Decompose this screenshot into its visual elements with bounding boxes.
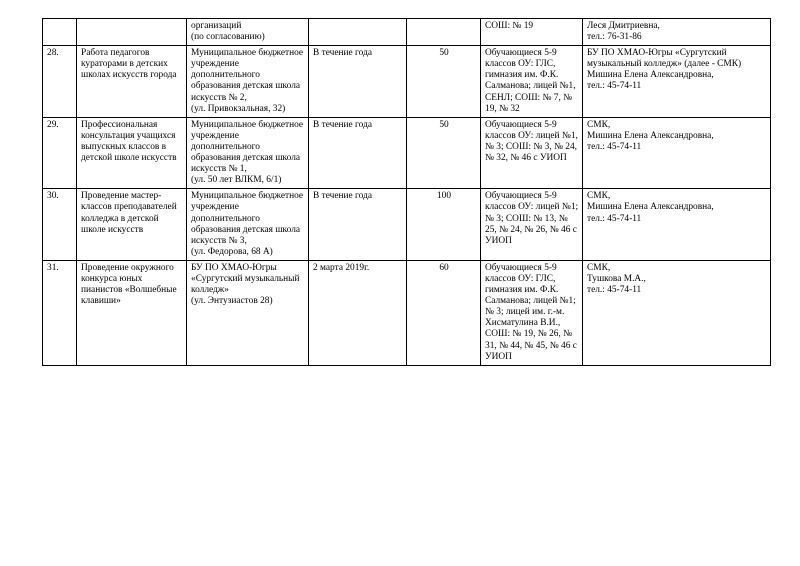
cell-line: Мишина Елена Александровна, xyxy=(587,70,714,81)
cell-count: 50 xyxy=(407,46,481,118)
table-row xyxy=(43,260,771,365)
cell-line: Муниципальное бюджетное учреждение дополнительного образования детская школа искусств № 1, xyxy=(191,119,304,175)
cell-line: тел.: 45-74-11 xyxy=(587,285,642,296)
cell-participants: Обучающиеся 5-9 классов ОУ: ГЛС, гимназия им. Ф.К. Салманова; лицей №1; № 3; лицей им. г.-м. Хисматулина В.И., СОШ: № 19, № 26, № 31, № 44, № 45, № 46 с УИОП xyxy=(481,260,583,365)
cell-num: 31. xyxy=(43,260,77,365)
schedule-table xyxy=(42,18,771,366)
cell-num: 30. xyxy=(43,189,77,261)
cell-date: В течение года xyxy=(309,46,407,118)
cell-responsible xyxy=(583,19,771,46)
cell-line: СМК, xyxy=(587,119,611,130)
cell-line: Леся Дмитриевна, xyxy=(587,21,660,31)
cell-name: Проведение мастер-классов преподавателей колледжа в детской школе искусств xyxy=(77,189,187,261)
cell-participants: Обучающиеся 5-9 классов ОУ: ГЛС, гимназия им. Ф.К. Салманова; лицей №1, СЕНЛ; СОШ: № 7, № 19, № 32 xyxy=(481,46,583,118)
cell-participants: Обучающиеся 5-9 классов ОУ: лицей №1; № 3; СОШ: № 13, № 25, № 24, № 26, № 46 с УИОП xyxy=(481,189,583,261)
cell-line: тел.: 45-74-11 xyxy=(587,141,642,152)
cell-num xyxy=(43,19,77,46)
cell-date: В течение года xyxy=(309,117,407,189)
cell-num: 28. xyxy=(43,46,77,118)
cell-name: Профессиональная консультация учащихся выпускных классов в детской школе искусств xyxy=(77,117,187,189)
cell-line: БУ ПО ХМАО-Югры «Сургутский музыкальный колледж» (далее - СМК) xyxy=(587,48,742,70)
cell-name: Проведение окружного конкурса юных пианистов «Волшебные клавиши» xyxy=(77,260,187,365)
cell-responsible xyxy=(583,117,771,189)
cell-count: 100 xyxy=(407,189,481,261)
cell-line: (по согласованию) xyxy=(191,32,265,43)
cell-participants: Обучающиеся 5-9 классов ОУ: лицей №1, № 3; СОШ: № 3, № 24, № 32, № 46 с УИОП xyxy=(481,117,583,189)
cell-count: 50 xyxy=(407,117,481,189)
cell-responsible xyxy=(583,46,771,118)
cell-count xyxy=(407,19,481,46)
cell-line: Муниципальное бюджетное учреждение дополнительного образования детская школа искусств № 3, xyxy=(191,191,304,246)
cell-line: Муниципальное бюджетное учреждение дополнительного образования детская школа искусств № 2, xyxy=(191,48,304,103)
cell-date: 2 марта 2019г. xyxy=(309,260,407,365)
table-row xyxy=(43,19,771,46)
cell-participants: СОШ: № 19 xyxy=(481,19,583,46)
cell-num: 29. xyxy=(43,117,77,189)
cell-line: Мишина Елена Александровна, xyxy=(587,130,714,141)
cell-line: Тушкова М.А., xyxy=(587,273,646,284)
cell-line: СМК, xyxy=(587,191,611,202)
cell-organization xyxy=(187,260,309,365)
cell-name xyxy=(77,19,187,46)
cell-line: тел.: 45-74-11 xyxy=(587,81,642,92)
cell-line: (ул. 50 лет ВЛКМ, 6/1) xyxy=(191,175,282,186)
cell-line: (ул. Привокзальная, 32) xyxy=(191,103,286,114)
cell-organization xyxy=(187,117,309,189)
cell-line: Мишина Елена Александровна, xyxy=(587,202,714,213)
cell-line: тел.: 45-74-11 xyxy=(587,213,642,224)
table-row xyxy=(43,117,771,189)
cell-line: СМК, xyxy=(587,262,611,273)
cell-date xyxy=(309,19,407,46)
cell-organization xyxy=(187,189,309,261)
cell-name: Работа педагогов кураторами в детских школах искусств города xyxy=(77,46,187,118)
cell-date: В течение года xyxy=(309,189,407,261)
table-row xyxy=(43,46,771,118)
cell-organization xyxy=(187,19,309,46)
cell-count: 60 xyxy=(407,260,481,365)
cell-line: (ул. Федорова, 68 А) xyxy=(191,246,273,257)
cell-responsible xyxy=(583,260,771,365)
table-body xyxy=(43,19,771,366)
table-row xyxy=(43,189,771,261)
cell-line: (ул. Энтузиастов 28) xyxy=(191,296,273,307)
cell-line: тел.: 76-31-86 xyxy=(587,32,642,43)
cell-line: БУ ПО ХМАО-Югры «Сургутский музыкальный колледж» xyxy=(191,262,300,296)
cell-responsible xyxy=(583,189,771,261)
cell-line: организаций xyxy=(191,21,242,31)
cell-organization xyxy=(187,46,309,118)
